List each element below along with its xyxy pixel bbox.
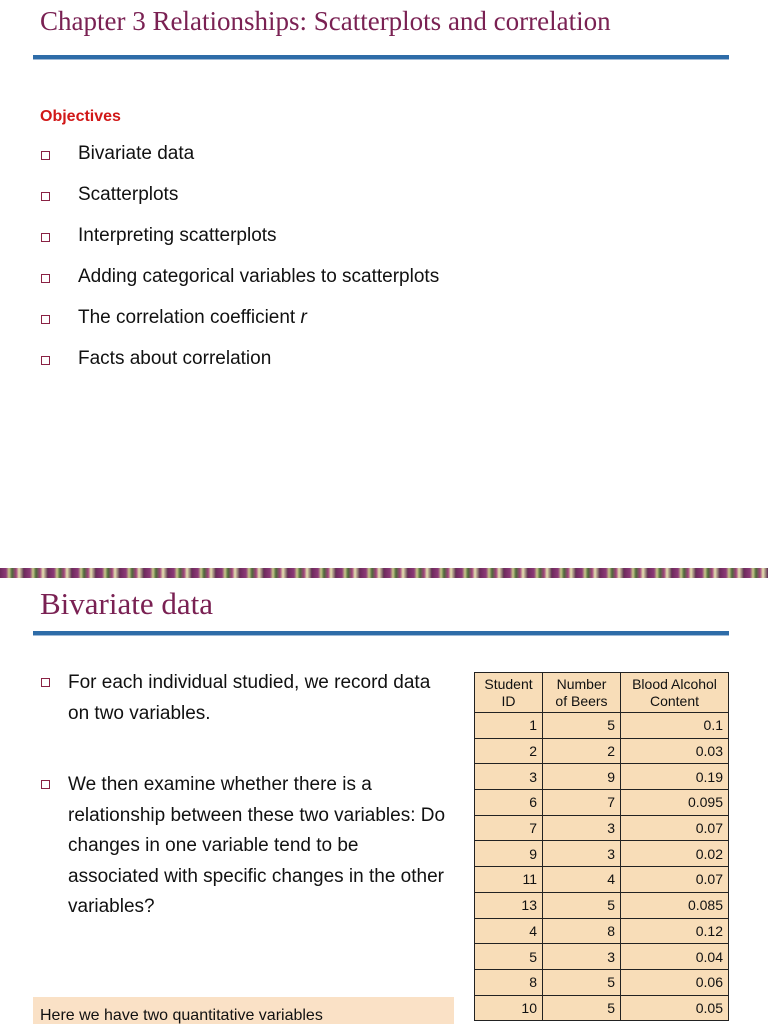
table-cell: 8 xyxy=(543,918,621,944)
table-cell: 0.07 xyxy=(621,867,729,893)
bullet-item xyxy=(40,668,450,729)
square-bullet-icon xyxy=(41,151,50,160)
table-row xyxy=(475,892,729,918)
title-rule xyxy=(33,55,729,60)
bivariate-bullets xyxy=(40,668,450,923)
table-row xyxy=(475,738,729,764)
table-cell: 2 xyxy=(475,738,543,764)
table-row xyxy=(475,944,729,970)
table-cell: 13 xyxy=(475,892,543,918)
square-bullet-icon xyxy=(41,678,50,687)
table-cell: 0.03 xyxy=(621,738,729,764)
table-cell: 3 xyxy=(543,815,621,841)
table-cell: 5 xyxy=(475,944,543,970)
table-row xyxy=(475,790,729,816)
square-bullet-icon xyxy=(41,315,50,324)
table-cell: 0.04 xyxy=(621,944,729,970)
bullet-item xyxy=(40,770,450,923)
table-row xyxy=(475,764,729,790)
table-header-cell: Student ID xyxy=(475,673,543,713)
table-cell: 3 xyxy=(543,841,621,867)
table-row xyxy=(475,969,729,995)
objective-text: Scatterplots xyxy=(78,184,179,205)
square-bullet-icon xyxy=(41,356,50,365)
table-cell: 5 xyxy=(543,995,621,1021)
table-cell: 5 xyxy=(543,713,621,739)
table-cell: 3 xyxy=(475,764,543,790)
table-cell: 0.12 xyxy=(621,918,729,944)
table-cell: 1 xyxy=(475,713,543,739)
bullet-text: We then examine whether there is a relationship between these two variables: Do changes in one variable tend to be associated with specific changes in the other variables? xyxy=(68,774,446,917)
slide2-title: Bivariate data xyxy=(40,586,213,621)
table-row xyxy=(475,713,729,739)
slide1-title: Chapter 3 Relationships: Scatterplots and correlation xyxy=(40,6,611,36)
objective-italic: r xyxy=(300,307,307,328)
table-cell: 6 xyxy=(475,790,543,816)
objective-text: The correlation coefficient r xyxy=(78,307,307,328)
table-cell: 5 xyxy=(543,892,621,918)
table-header-cell: Blood Alcohol Content xyxy=(621,673,729,713)
beer-bac-table xyxy=(474,672,729,1021)
table-row xyxy=(475,867,729,893)
table-cell: 10 xyxy=(475,995,543,1021)
bullet-text: For each individual studied, we record data on two variables. xyxy=(68,672,431,724)
table-cell: 4 xyxy=(543,867,621,893)
table-row xyxy=(475,918,729,944)
table-header-row xyxy=(475,673,729,713)
table-cell: 0.05 xyxy=(621,995,729,1021)
table-cell: 0.1 xyxy=(621,713,729,739)
table-cell: 8 xyxy=(475,969,543,995)
title-rule xyxy=(33,631,729,636)
table-cell: 11 xyxy=(475,867,543,893)
objective-text: Adding categorical variables to scatterplots xyxy=(78,266,440,287)
table-cell: 2 xyxy=(543,738,621,764)
square-bullet-icon xyxy=(41,274,50,283)
objectives-heading: Objectives xyxy=(40,108,121,125)
decorative-flower-band xyxy=(0,568,768,578)
square-bullet-icon xyxy=(41,233,50,242)
square-bullet-icon xyxy=(41,192,50,201)
table-cell: 3 xyxy=(543,944,621,970)
table-cell: 0.085 xyxy=(621,892,729,918)
table-row xyxy=(475,841,729,867)
table-cell: 0.19 xyxy=(621,764,729,790)
table-cell: 0.095 xyxy=(621,790,729,816)
callout-box: Here we have two quantitative variables xyxy=(33,997,454,1024)
table-cell: 7 xyxy=(543,790,621,816)
table-cell: 5 xyxy=(543,969,621,995)
table-cell: 0.07 xyxy=(621,815,729,841)
objective-text: Facts about correlation xyxy=(78,348,272,369)
table-row xyxy=(475,815,729,841)
objective-text: Bivariate data xyxy=(78,143,195,164)
table-cell: 4 xyxy=(475,918,543,944)
table-row xyxy=(475,995,729,1021)
slide-bivariate-data xyxy=(0,578,768,1024)
table-header-cell: Number of Beers xyxy=(543,673,621,713)
square-bullet-icon xyxy=(41,780,50,789)
table-cell: 0.06 xyxy=(621,969,729,995)
table-cell: 7 xyxy=(475,815,543,841)
table-cell: 9 xyxy=(543,764,621,790)
table-cell: 9 xyxy=(475,841,543,867)
objective-text: Interpreting scatterplots xyxy=(78,225,277,246)
table-cell: 0.02 xyxy=(621,841,729,867)
